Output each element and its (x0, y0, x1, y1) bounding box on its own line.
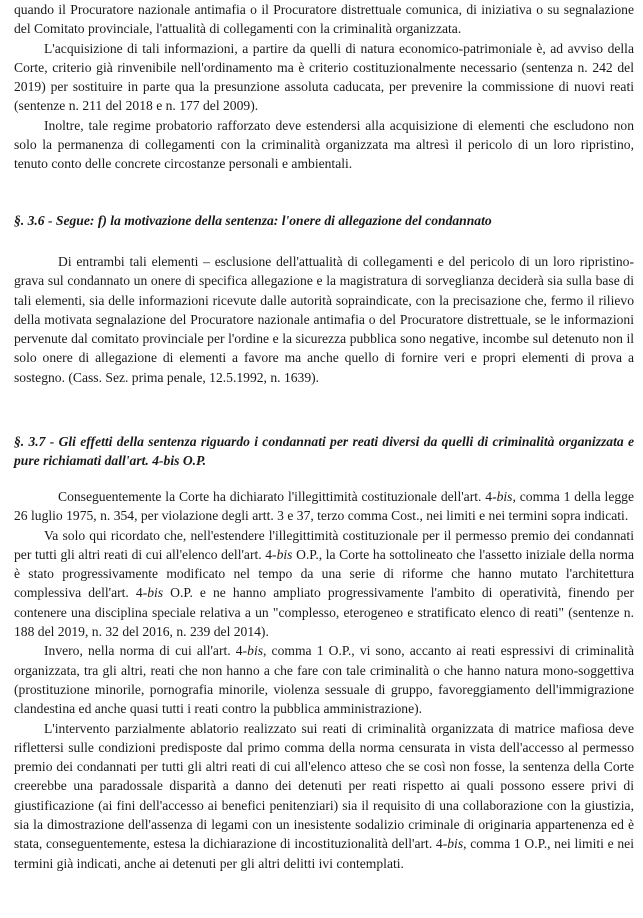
paragraph: Inoltre, tale regime probatorio rafforzato deve estendersi alla acquisizione di elementi che escludono non solo la permanenza di collegamenti con la criminalità organizzata ma altresì il pericolo di un loro ripristino, tenuto conto delle concrete circostanze personali e ambientali. (14, 117, 634, 172)
section-3-6-body (14, 252, 634, 387)
section-heading-3-7 (14, 432, 634, 471)
text-run-italic: bis (276, 546, 293, 562)
text-run-italic: bis (247, 643, 264, 659)
text-run-italic: bis (496, 489, 513, 504)
heading-text: O.P. (179, 453, 206, 469)
paragraph (14, 487, 634, 526)
text-run: O.P. e ne hanno ampliato progressivamente l'ambito di operatività, finendo per contenere una disciplina speciale relativa a un "complesso, eterogeneo e stratificato elenco di reati" (sentenze n. 188 del 2019, n. 32 del 2016, n. 239 del 2014). (14, 585, 634, 640)
text-run: O.P., la Corte ha sottolineato che l'assetto iniziale della norma è stato progressivamente modificato nel tempo da una serie di riforme che hanno mutato l'architettura complessiva dell'art. 4- (14, 546, 634, 601)
text-run-italic: bis (147, 585, 164, 601)
section-heading-3-6: §. 3.6 - Segue: f) la motivazione della sentenza: l'onere di allegazione del condannato (14, 213, 492, 228)
text-run-italic: bis (447, 836, 464, 852)
text-run: Va solo qui ricordato che, nell'estendere l'illegittimità costituzionale per il permesso premio dei condannati per tutti gli altri reati di cui all'elenco dell'art. 4- (14, 527, 634, 562)
text-run: , comma 1 O.P., nei limiti e nei termini già indicati, anche ai detenuti per gli altri delitti ivi contemplati. (14, 836, 634, 871)
text-run: , comma 1 della legge 26 luglio 1975, n. 354, per violazione degli artt. 3 e 37, terzo comma Cost., nei limiti e nei termini sopra indicati. (14, 489, 634, 524)
paragraph (14, 526, 634, 642)
text-run: , comma 1 O.P., vi sono, accanto ai reati espressivi di criminalità organizzata, tra gli altri, reati che non hanno a che fare con tale criminalità o che hanno natura mono-soggettiva (prostituzione minorile, pornografia minorile, violenza sessuale di gruppo, favoreggiamento dell'immigrazione clandestina ed anche quasi tutti i reati contro la pubblica amministrazione). (14, 643, 634, 717)
text-run: Invero, nella norma di cui all'art. 4- (44, 643, 248, 659)
heading-text: §. 3.7 - Gli effetti della sentenza riguardo i condannati per reati diversi da quelli di criminalità organizzata e pure richiamati dall'art. 4- (14, 434, 634, 469)
paragraph: Di entrambi tali elementi – esclusione dell'attualità di collegamenti e del pericolo di un loro ripristino- grava sul condannato un onere di specifica allegazione e la magistratura di sorveglianza deciderà sia sulla base di tali elementi, sia delle informazioni ricevute dalle autorità sopraindicate, con la precisazione che, fermo il rilievo della motivata segnalazione del Procuratore nazionale antimafia o del Procuratore distrettuale, se le informazioni pervenute dal comitato provinciale per l'ordine e la sicurezza pubblica sono negative, incombe sul detenuto non il solo onere di allegazione di elementi a favore ma anche quello di fornire veri e propri elementi di prova a sostegno. (Cass. Sez. prima penale, 12.5.1992, n. 1639). (14, 254, 634, 385)
paragraph: L'acquisizione di tali informazioni, a partire da quelli di natura economico-patrimoniale è, ad avviso della Corte, criterio già rinvenibile nell'ordinamento ma è criterio costituzionalmente necessario (sentenza n. 242 del 2019) per sostituire in parte qua la presunzione assoluta caducata, per prevenire la commissione di nuovi reati (sentenze n. 211 del 2018 e n. 177 del 2009). (14, 40, 634, 114)
text-run: L'intervento parzialmente ablatorio realizzato sui reati di criminalità organizzata di matrice mafiosa deve riflettersi sulle condizioni predisposte dal primo comma della norma censurata in vista dell'accesso al permesso premio dei condannati per tutti gli altri reati di cui all'elenco atteso che se così non fosse, la sentenza della Corte creerebbe una paradossale disparità a danno dei detenuti per reati rispetto ai quali possono essere privi di giustificazione (ai fini dell'accesso ai benefici penitenziari) sia il requisito di una collaborazione con la giustizia, sia la dimostrazione dell'assenza di legami con un inesistente sodalizio criminale di originaria appartenenza ed è stata, conseguentemente, estesa la dichiarazione di incostituzionalità dell'art. 4- (14, 720, 634, 852)
paragraph (14, 641, 634, 718)
heading-text-italic: bis (163, 453, 180, 469)
paragraph: quando il Procuratore nazionale antimafia o il Procuratore distrettuale comunica, di iniziativa o su segnalazione del Comitato provinciale, l'attualità di collegamenti con la criminalità organizzata. (14, 2, 634, 37)
text-run: Conseguentemente la Corte ha dichiarato l'illegittimità costituzionale dell'art. 4- (58, 489, 497, 504)
section-3-7-body (14, 487, 634, 873)
section-previous (14, 0, 634, 174)
paragraph (14, 719, 634, 873)
